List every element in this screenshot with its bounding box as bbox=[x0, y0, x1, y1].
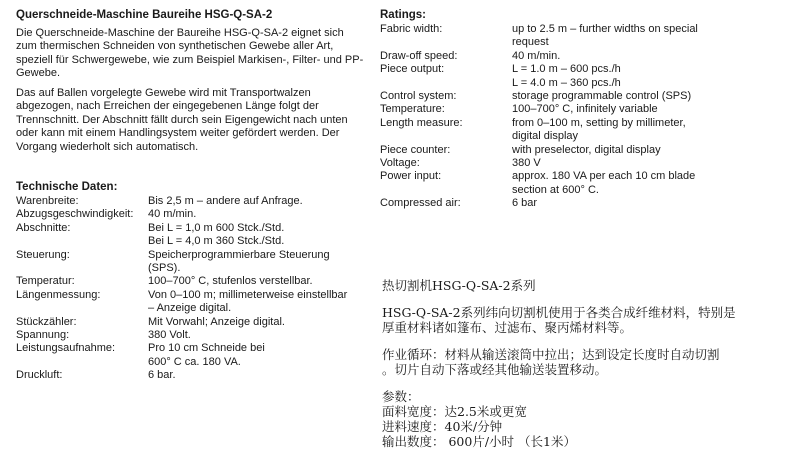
spec-row bbox=[380, 170, 800, 197]
spec-label: Längenmessung: bbox=[16, 288, 101, 301]
spec-value: from 0–100 m, setting by millimeter, bbox=[512, 116, 686, 129]
spec-row bbox=[16, 208, 376, 221]
text-line: 作业循环：材料从输送滚筒中拉出；达到设定长度时自动切割 bbox=[382, 347, 720, 362]
spec-value: Pro 10 cm Schneide bei bbox=[148, 342, 265, 355]
spec-label: Abschnitte: bbox=[16, 221, 71, 234]
spec-row bbox=[380, 117, 800, 144]
text-line: 。切片自动下落或经其他输送装置移动。 bbox=[382, 362, 608, 377]
spec-label: Abzugsgeschwindigkeit: bbox=[16, 208, 134, 221]
spec-value: up to 2.5 m – further widths on special bbox=[512, 23, 698, 35]
spec-row bbox=[380, 197, 800, 210]
spec-value: 40 m/min. bbox=[148, 208, 197, 221]
spec-value: Mit Vorwahl; Anzeige digital. bbox=[148, 315, 285, 328]
spec-row bbox=[16, 316, 376, 329]
spec-row bbox=[16, 249, 376, 276]
spec-label: Leistungsaufnahme: bbox=[16, 342, 116, 355]
text-line: 参数： bbox=[382, 389, 420, 404]
spec-row bbox=[380, 63, 800, 90]
text-line: 进料速度：40米/分钟 bbox=[382, 419, 503, 434]
spec-value: request bbox=[512, 36, 549, 49]
english-title: Ratings: bbox=[380, 9, 426, 21]
spec-row bbox=[16, 289, 376, 316]
spec-label: Spannung: bbox=[16, 329, 70, 342]
spec-value: Speicherprogrammierbare Steuerung bbox=[148, 248, 330, 261]
spec-value: Bei L = 4,0 m 360 Stck./Std. bbox=[148, 235, 285, 248]
spec-row bbox=[16, 342, 376, 369]
spec-label: Compressed air: bbox=[380, 197, 461, 210]
spec-value: 600° C ca. 180 VA. bbox=[148, 355, 241, 368]
chinese-description bbox=[382, 305, 736, 335]
spec-label: Voltage: bbox=[380, 157, 420, 170]
spec-label: Warenbreite: bbox=[16, 195, 79, 207]
spec-value: Bei L = 1,0 m 600 Stck./Std. bbox=[148, 221, 285, 234]
spec-label: Stückzähler: bbox=[16, 315, 77, 328]
spec-value: L = 4.0 m – 360 pcs./h bbox=[512, 76, 621, 89]
spec-value: Bis 2,5 m – andere auf Anfrage. bbox=[148, 195, 303, 207]
english-specs-table bbox=[380, 23, 800, 211]
spec-label: Steuerung: bbox=[16, 248, 70, 261]
spec-label: Draw-off speed: bbox=[380, 49, 458, 62]
spec-value: 380 Volt. bbox=[148, 329, 191, 342]
chinese-parameters bbox=[382, 389, 576, 449]
spec-value: L = 1.0 m – 600 pcs./h bbox=[512, 63, 621, 76]
spec-row bbox=[380, 50, 800, 63]
spec-value: approx. 180 VA per each 10 cm blade bbox=[512, 170, 696, 183]
spec-value: with preselector, digital display bbox=[512, 143, 661, 156]
german-description: Die Querschneide-Maschine der Baureihe HSG-Q-SA-2 eignet sich zum thermischen Schneiden von synthetischen Gewebe aller Art, speziell für Schwergewebe, wie zum Beispiel Markisen-, Filter- und PP-Gewebe. bbox=[16, 27, 364, 80]
spec-label: Piece counter: bbox=[380, 143, 451, 156]
text-line: HSG-Q-SA-2系列纬向切割机使用于各类合成纤维材料，特别是 bbox=[382, 305, 736, 320]
spec-label: Length measure: bbox=[380, 116, 463, 129]
text-line: 面料宽度：达2.5米或更宽 bbox=[382, 404, 527, 419]
spec-label: Fabric width: bbox=[380, 23, 443, 35]
spec-label: Temperature: bbox=[380, 103, 445, 116]
spec-value: – Anzeige digital. bbox=[148, 302, 232, 315]
german-title: Querschneide-Maschine Baureihe HSG-Q-SA-2 bbox=[16, 9, 273, 21]
spec-label: Druckluft: bbox=[16, 369, 63, 382]
text-line: 厚重材料诸如篷布、过滤布、聚丙烯材料等。 bbox=[382, 320, 633, 335]
spec-row bbox=[16, 369, 376, 382]
spec-row bbox=[380, 90, 800, 103]
spec-row bbox=[16, 195, 376, 208]
chinese-process-description bbox=[382, 347, 720, 377]
spec-value: 40 m/min. bbox=[512, 49, 561, 62]
spec-value: 100–700° C, infinitely variable bbox=[512, 103, 658, 116]
spec-value: 6 bar bbox=[512, 197, 538, 210]
spec-row bbox=[380, 103, 800, 116]
german-specs-table bbox=[16, 195, 376, 383]
spec-row bbox=[380, 144, 800, 157]
spec-label: Control system: bbox=[380, 90, 457, 103]
spec-label: Power input: bbox=[380, 170, 442, 183]
text-line: 输出数度： 600片/小时 （长1米） bbox=[382, 434, 576, 449]
spec-value: 6 bar. bbox=[148, 369, 176, 382]
spec-row bbox=[16, 329, 376, 342]
spec-row bbox=[380, 23, 800, 50]
spec-value: 100–700° C, stufenlos verstellbar. bbox=[148, 275, 313, 288]
spec-value: Von 0–100 m; millimeterweise einstellbar bbox=[148, 288, 348, 301]
german-process-description: Das auf Ballen vorgelegte Gewebe wird mit Transportwalzen abgezogen, nach Erreichen der eingegebenen Länge folgt der Trennschnitt. Der Abschnitt fällt durch sein Eigengewicht nach unten oder kann mit einem Handlingsystem weiter gefördert werden. Der Vorgang wiederholt sich automatisch. bbox=[16, 87, 348, 153]
spec-value: section at 600° C. bbox=[512, 183, 599, 196]
chinese-title: 热切割机HSG-Q-SA-2系列 bbox=[382, 278, 536, 293]
spec-value: 380 V bbox=[512, 157, 541, 170]
spec-row bbox=[380, 157, 800, 170]
spec-value: (SPS). bbox=[148, 262, 181, 275]
spec-row bbox=[16, 222, 376, 249]
spec-label: Piece output: bbox=[380, 63, 445, 76]
spec-label: Temperatur: bbox=[16, 275, 75, 288]
spec-row bbox=[16, 275, 376, 288]
spec-value: storage programmable control (SPS) bbox=[512, 90, 692, 103]
spec-value: digital display bbox=[512, 130, 579, 143]
german-specs-title: Technische Daten: bbox=[16, 181, 118, 193]
